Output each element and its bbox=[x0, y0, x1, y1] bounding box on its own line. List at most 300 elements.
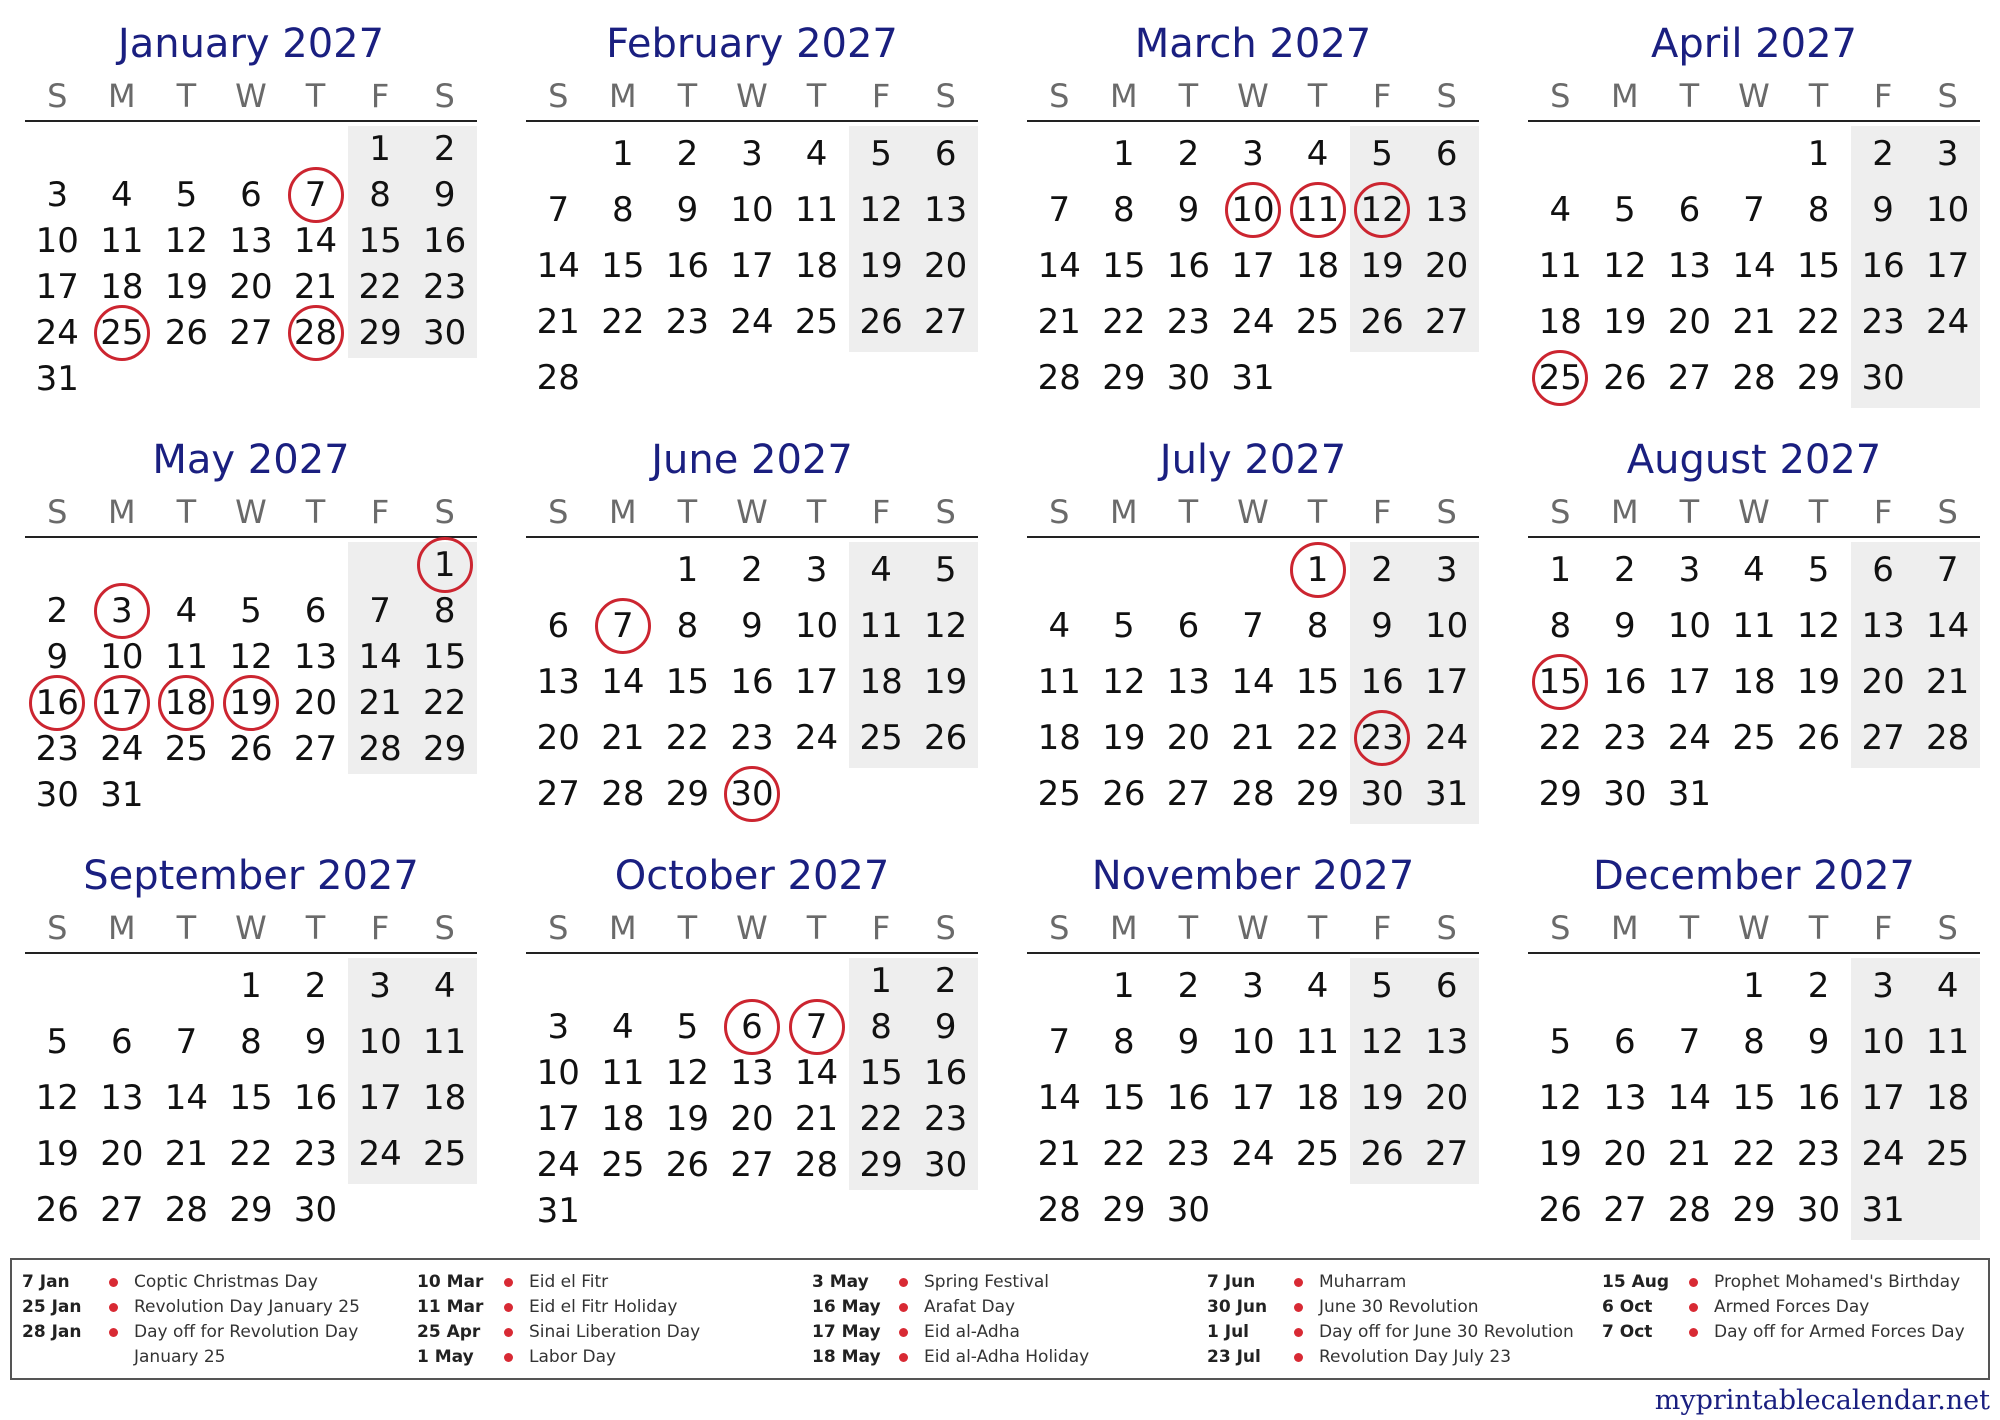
day-number: 6 bbox=[1678, 190, 1701, 230]
day-number: 18 bbox=[601, 1099, 645, 1139]
day-number: 15 bbox=[1538, 662, 1582, 702]
legend-date: 16 May bbox=[812, 1297, 881, 1317]
day-number: 5 bbox=[1614, 190, 1636, 230]
day-cell bbox=[1593, 1019, 1658, 1065]
day-cell bbox=[913, 1142, 978, 1188]
day-cell bbox=[526, 603, 591, 649]
day-number: 22 bbox=[601, 302, 645, 342]
day-cell bbox=[1027, 1187, 1092, 1233]
bullet-dot-icon bbox=[1689, 1328, 1698, 1337]
day-cell bbox=[1786, 963, 1851, 1009]
day-cell bbox=[1414, 243, 1479, 289]
day-cell bbox=[1350, 1019, 1415, 1065]
header-divider bbox=[25, 952, 477, 954]
bullet-dot-icon bbox=[109, 1328, 118, 1337]
day-cell bbox=[784, 1050, 849, 1096]
day-number: 15 bbox=[665, 662, 710, 702]
weekday-header: W bbox=[736, 909, 768, 947]
day-cell bbox=[1915, 1131, 1980, 1177]
day-cell bbox=[1657, 715, 1722, 761]
day-cell bbox=[219, 1131, 284, 1177]
weekday-header: S bbox=[1937, 77, 1958, 115]
day-cell bbox=[283, 1131, 348, 1177]
day-number: 30 bbox=[924, 1145, 968, 1185]
day-cell bbox=[913, 659, 978, 705]
day-cell bbox=[1528, 1019, 1593, 1065]
day-cell bbox=[25, 172, 90, 218]
day-number: 21 bbox=[1037, 302, 1081, 342]
day-cell bbox=[1722, 603, 1787, 649]
day-cell bbox=[25, 588, 90, 634]
weekday-header: T bbox=[1307, 909, 1328, 947]
day-number: 12 bbox=[164, 221, 209, 261]
weekday-header: T bbox=[1307, 493, 1328, 531]
day-number: 3 bbox=[1936, 134, 1959, 174]
day-number: 13 bbox=[1166, 662, 1211, 702]
day-cell bbox=[655, 547, 720, 593]
weekday-header-row bbox=[25, 492, 477, 532]
day-cell bbox=[154, 310, 219, 356]
day-number: 27 bbox=[229, 313, 273, 353]
weekday-header-row bbox=[1528, 908, 1980, 948]
day-number: 8 bbox=[369, 175, 391, 215]
day-cell bbox=[90, 588, 155, 634]
day-number: 22 bbox=[1102, 1134, 1146, 1174]
day-cell bbox=[849, 715, 914, 761]
day-cell bbox=[913, 131, 978, 177]
day-cell bbox=[154, 1187, 219, 1233]
day-cell bbox=[1528, 187, 1593, 233]
day-cell bbox=[154, 634, 219, 680]
day-number: 19 bbox=[1538, 1134, 1582, 1174]
day-cell bbox=[1722, 1075, 1787, 1121]
day-number: 7 bbox=[304, 175, 327, 215]
holiday-circle-marker bbox=[94, 675, 150, 731]
day-cell bbox=[1915, 547, 1980, 593]
day-cell bbox=[1657, 1187, 1722, 1233]
day-cell bbox=[348, 588, 413, 634]
day-number: 13 bbox=[730, 1053, 774, 1093]
day-cell bbox=[1156, 771, 1221, 817]
day-cell bbox=[1221, 659, 1286, 705]
day-cell bbox=[1156, 243, 1221, 289]
day-number: 20 bbox=[100, 1134, 144, 1174]
day-number: 14 bbox=[1732, 246, 1776, 286]
holiday-circle-marker bbox=[1532, 654, 1588, 710]
day-cell bbox=[591, 1096, 656, 1142]
day-cell bbox=[1528, 547, 1593, 593]
day-cell bbox=[348, 264, 413, 310]
day-number: 12 bbox=[859, 190, 903, 230]
day-cell bbox=[1156, 131, 1221, 177]
weekday-header: S bbox=[434, 77, 455, 115]
day-cell bbox=[1851, 355, 1916, 401]
day-number: 23 bbox=[665, 302, 710, 342]
day-cell bbox=[219, 634, 284, 680]
day-number: 1 bbox=[676, 550, 699, 590]
month-title: July 2027 bbox=[1159, 437, 1347, 483]
day-number: 27 bbox=[1603, 1190, 1647, 1230]
day-cell bbox=[25, 1131, 90, 1177]
day-number: 24 bbox=[100, 729, 144, 769]
day-number: 14 bbox=[1231, 662, 1275, 702]
day-cell bbox=[283, 963, 348, 1009]
day-cell bbox=[154, 726, 219, 772]
day-number: 4 bbox=[1549, 190, 1572, 230]
day-number: 7 bbox=[612, 606, 634, 646]
day-cell bbox=[90, 772, 155, 818]
day-cell bbox=[913, 187, 978, 233]
day-cell bbox=[655, 659, 720, 705]
weekday-header-row bbox=[1027, 492, 1479, 532]
day-cell bbox=[1593, 715, 1658, 761]
day-number: 29 bbox=[1102, 1190, 1146, 1230]
day-cell bbox=[1092, 963, 1157, 1009]
day-number: 25 bbox=[859, 718, 903, 758]
day-cell bbox=[913, 1096, 978, 1142]
weekday-header: M bbox=[1611, 493, 1639, 531]
day-number: 27 bbox=[730, 1145, 774, 1185]
day-cell bbox=[655, 131, 720, 177]
day-cell bbox=[1722, 715, 1787, 761]
weekday-header: F bbox=[1873, 909, 1893, 947]
day-number: 16 bbox=[665, 246, 710, 286]
day-cell bbox=[1156, 715, 1221, 761]
day-cell bbox=[25, 634, 90, 680]
day-cell bbox=[1414, 659, 1479, 705]
weekday-header: T bbox=[305, 909, 326, 947]
legend-holiday-name: Armed Forces Day bbox=[1714, 1297, 1870, 1317]
day-cell bbox=[1156, 299, 1221, 345]
day-cell bbox=[90, 218, 155, 264]
day-number: 10 bbox=[1231, 190, 1275, 230]
header-divider bbox=[1027, 120, 1479, 122]
day-number: 26 bbox=[1102, 774, 1146, 814]
day-number: 11 bbox=[1538, 246, 1582, 286]
weekday-header: T bbox=[806, 909, 827, 947]
weekday-header: T bbox=[1679, 77, 1700, 115]
day-number: 7 bbox=[1048, 190, 1071, 230]
weekday-header: W bbox=[1237, 493, 1269, 531]
day-number: 3 bbox=[547, 1007, 570, 1047]
day-number: 9 bbox=[1872, 190, 1894, 230]
day-number: 13 bbox=[293, 637, 338, 677]
day-number: 9 bbox=[433, 175, 456, 215]
day-number: 25 bbox=[1732, 718, 1776, 758]
day-cell bbox=[1851, 547, 1916, 593]
day-cell bbox=[784, 243, 849, 289]
day-number: 14 bbox=[293, 221, 338, 261]
day-number: 9 bbox=[934, 1007, 957, 1047]
day-cell bbox=[154, 588, 219, 634]
day-number: 18 bbox=[1295, 246, 1340, 286]
day-cell bbox=[25, 264, 90, 310]
legend-date: 25 Jan bbox=[22, 1297, 82, 1317]
day-number: 18 bbox=[423, 1078, 467, 1118]
day-cell bbox=[784, 187, 849, 233]
weekday-header: M bbox=[609, 909, 637, 947]
weekday-header: S bbox=[935, 909, 956, 947]
day-cell bbox=[1285, 659, 1350, 705]
day-cell bbox=[1350, 299, 1415, 345]
day-number: 19 bbox=[924, 662, 968, 702]
day-cell bbox=[1528, 1187, 1593, 1233]
legend-holiday-name-cont: January 25 bbox=[134, 1347, 226, 1367]
weekday-header: S bbox=[1436, 909, 1457, 947]
month-title: August 2027 bbox=[1626, 437, 1882, 483]
day-number: 26 bbox=[35, 1190, 79, 1230]
day-number: 10 bbox=[1667, 606, 1712, 646]
day-cell bbox=[1092, 603, 1157, 649]
day-cell bbox=[591, 1050, 656, 1096]
day-number: 1 bbox=[1306, 550, 1329, 590]
weekday-header: W bbox=[1237, 77, 1269, 115]
day-cell bbox=[1285, 963, 1350, 1009]
day-number: 17 bbox=[1425, 662, 1469, 702]
day-number: 4 bbox=[433, 966, 456, 1006]
day-cell bbox=[784, 1096, 849, 1142]
day-cell bbox=[283, 264, 348, 310]
month-title: January 2027 bbox=[117, 21, 385, 67]
day-number: 7 bbox=[547, 190, 570, 230]
day-number: 31 bbox=[35, 359, 79, 399]
day-cell bbox=[913, 715, 978, 761]
day-number: 28 bbox=[164, 1190, 209, 1230]
day-number: 6 bbox=[304, 591, 327, 631]
day-cell bbox=[1722, 547, 1787, 593]
day-number: 16 bbox=[1360, 662, 1404, 702]
day-cell bbox=[219, 680, 284, 726]
day-cell bbox=[1285, 1131, 1350, 1177]
day-number: 23 bbox=[1796, 1134, 1841, 1174]
weekday-header-row bbox=[1027, 76, 1479, 116]
legend-holiday-name: Day off for Revolution Day bbox=[134, 1322, 359, 1342]
day-number: 29 bbox=[358, 313, 402, 353]
day-number: 28 bbox=[794, 1145, 839, 1185]
day-number: 14 bbox=[1667, 1078, 1712, 1118]
day-cell bbox=[25, 218, 90, 264]
day-number: 6 bbox=[1435, 966, 1458, 1006]
weekday-header: F bbox=[1873, 493, 1893, 531]
day-number: 5 bbox=[46, 1022, 69, 1062]
day-cell bbox=[720, 771, 785, 817]
day-cell bbox=[1528, 1075, 1593, 1121]
day-number: 6 bbox=[111, 1022, 133, 1062]
weekday-header: S bbox=[935, 493, 956, 531]
day-number: 13 bbox=[100, 1078, 144, 1118]
day-number: 20 bbox=[730, 1099, 774, 1139]
day-number: 20 bbox=[293, 683, 338, 723]
day-number: 27 bbox=[1667, 358, 1712, 398]
legend-holiday-name: Day off for June 30 Revolution bbox=[1319, 1322, 1574, 1342]
day-number: 3 bbox=[1678, 550, 1701, 590]
day-number: 10 bbox=[536, 1053, 580, 1093]
day-cell bbox=[90, 1187, 155, 1233]
month-title: March 2027 bbox=[1134, 21, 1372, 67]
day-cell bbox=[1221, 1075, 1286, 1121]
day-cell bbox=[1915, 1075, 1980, 1121]
day-number: 24 bbox=[1667, 718, 1712, 758]
day-cell bbox=[591, 131, 656, 177]
month-title: June 2027 bbox=[651, 437, 853, 483]
day-number: 24 bbox=[794, 718, 839, 758]
day-number: 19 bbox=[665, 1099, 710, 1139]
day-number: 17 bbox=[794, 662, 839, 702]
day-number: 14 bbox=[1037, 1078, 1081, 1118]
day-number: 26 bbox=[1360, 302, 1404, 342]
day-number: 3 bbox=[1872, 966, 1894, 1006]
weekday-header: S bbox=[434, 493, 455, 531]
day-cell bbox=[1221, 187, 1286, 233]
holiday-circle-marker bbox=[1354, 182, 1410, 238]
weekday-header: F bbox=[1372, 77, 1392, 115]
day-number: 5 bbox=[175, 175, 198, 215]
header-divider bbox=[1528, 120, 1980, 122]
day-cell bbox=[1156, 355, 1221, 401]
day-cell bbox=[1414, 771, 1479, 817]
day-cell bbox=[1786, 1075, 1851, 1121]
day-number: 21 bbox=[1231, 718, 1275, 758]
day-number: 19 bbox=[35, 1134, 79, 1174]
day-cell bbox=[1593, 771, 1658, 817]
day-number: 31 bbox=[1861, 1190, 1905, 1230]
day-cell bbox=[1722, 187, 1787, 233]
day-number: 5 bbox=[1113, 606, 1135, 646]
day-cell bbox=[526, 715, 591, 761]
day-number: 30 bbox=[1360, 774, 1404, 814]
day-cell bbox=[655, 1142, 720, 1188]
weekday-header: M bbox=[1110, 77, 1138, 115]
day-number: 15 bbox=[1732, 1078, 1776, 1118]
day-cell bbox=[1156, 187, 1221, 233]
day-cell bbox=[1786, 603, 1851, 649]
day-cell bbox=[348, 634, 413, 680]
day-number: 20 bbox=[1861, 662, 1905, 702]
weekday-header-row bbox=[526, 908, 978, 948]
day-number: 11 bbox=[601, 1053, 645, 1093]
day-number: 8 bbox=[676, 606, 699, 646]
day-number: 6 bbox=[1435, 134, 1458, 174]
day-number: 29 bbox=[1796, 358, 1841, 398]
day-cell bbox=[1915, 963, 1980, 1009]
day-number: 27 bbox=[1861, 718, 1905, 758]
day-cell bbox=[1285, 299, 1350, 345]
day-cell bbox=[90, 264, 155, 310]
day-cell bbox=[1221, 771, 1286, 817]
day-cell bbox=[154, 1075, 219, 1121]
weekday-header: T bbox=[176, 77, 197, 115]
day-number: 12 bbox=[665, 1053, 710, 1093]
day-number: 27 bbox=[1425, 302, 1469, 342]
day-number: 24 bbox=[1425, 718, 1469, 758]
day-cell bbox=[784, 131, 849, 177]
weekday-header: M bbox=[108, 909, 136, 947]
day-cell bbox=[90, 1131, 155, 1177]
day-cell bbox=[1027, 299, 1092, 345]
day-cell bbox=[784, 1142, 849, 1188]
day-cell bbox=[283, 726, 348, 772]
day-cell bbox=[412, 264, 477, 310]
day-cell bbox=[913, 299, 978, 345]
legend-holiday-name: Eid el Fitr bbox=[529, 1272, 609, 1292]
day-number: 22 bbox=[1102, 302, 1146, 342]
day-number: 30 bbox=[35, 775, 79, 815]
day-number: 8 bbox=[433, 591, 456, 631]
day-cell bbox=[1593, 659, 1658, 705]
day-cell bbox=[1528, 771, 1593, 817]
day-number: 10 bbox=[1425, 606, 1469, 646]
weekday-header: S bbox=[1049, 493, 1070, 531]
day-number: 7 bbox=[1743, 190, 1765, 230]
day-number: 16 bbox=[35, 683, 79, 723]
day-number: 15 bbox=[229, 1078, 273, 1118]
day-number: 26 bbox=[859, 302, 903, 342]
day-cell bbox=[1092, 1075, 1157, 1121]
day-cell bbox=[1528, 355, 1593, 401]
holiday-circle-marker bbox=[1290, 182, 1346, 238]
day-cell bbox=[1851, 715, 1916, 761]
day-cell bbox=[412, 172, 477, 218]
day-number: 27 bbox=[293, 729, 338, 769]
day-cell bbox=[1593, 1131, 1658, 1177]
day-number: 15 bbox=[1295, 662, 1340, 702]
weekday-header: F bbox=[370, 909, 390, 947]
weekday-header: F bbox=[1873, 77, 1893, 115]
day-cell bbox=[1528, 603, 1593, 649]
day-number: 11 bbox=[1732, 606, 1776, 646]
day-cell bbox=[1027, 187, 1092, 233]
day-number: 12 bbox=[1102, 662, 1146, 702]
day-number: 5 bbox=[676, 1007, 699, 1047]
day-number: 30 bbox=[1166, 1190, 1211, 1230]
day-cell bbox=[1027, 771, 1092, 817]
day-number: 18 bbox=[164, 683, 209, 723]
holiday-legend bbox=[10, 1258, 1990, 1380]
day-number: 9 bbox=[1371, 606, 1393, 646]
day-cell bbox=[412, 634, 477, 680]
day-number: 8 bbox=[1807, 190, 1830, 230]
day-number: 26 bbox=[229, 729, 273, 769]
bullet-dot-icon bbox=[109, 1278, 118, 1287]
day-cell bbox=[90, 1019, 155, 1065]
day-number: 21 bbox=[601, 718, 645, 758]
day-number: 28 bbox=[358, 729, 402, 769]
legend-date: 30 Jun bbox=[1207, 1297, 1268, 1317]
day-cell bbox=[1593, 1075, 1658, 1121]
day-number: 24 bbox=[35, 313, 79, 353]
day-number: 26 bbox=[1360, 1134, 1404, 1174]
day-number: 14 bbox=[536, 246, 580, 286]
bullet-dot-icon bbox=[899, 1303, 908, 1312]
day-number: 24 bbox=[358, 1134, 402, 1174]
day-cell bbox=[154, 1131, 219, 1177]
weekday-header: S bbox=[1436, 493, 1457, 531]
weekday-header: T bbox=[1178, 493, 1199, 531]
day-cell bbox=[849, 299, 914, 345]
day-number: 4 bbox=[1936, 966, 1959, 1006]
day-number: 4 bbox=[111, 175, 133, 215]
day-cell bbox=[1915, 659, 1980, 705]
day-cell bbox=[1528, 243, 1593, 289]
day-number: 23 bbox=[1360, 718, 1404, 758]
day-number: 9 bbox=[1177, 1022, 1200, 1062]
day-cell bbox=[1786, 547, 1851, 593]
holiday-circle-marker bbox=[1290, 542, 1346, 598]
day-cell bbox=[655, 1050, 720, 1096]
weekday-header: S bbox=[1049, 909, 1070, 947]
day-cell bbox=[1851, 131, 1916, 177]
day-number: 3 bbox=[1242, 134, 1264, 174]
